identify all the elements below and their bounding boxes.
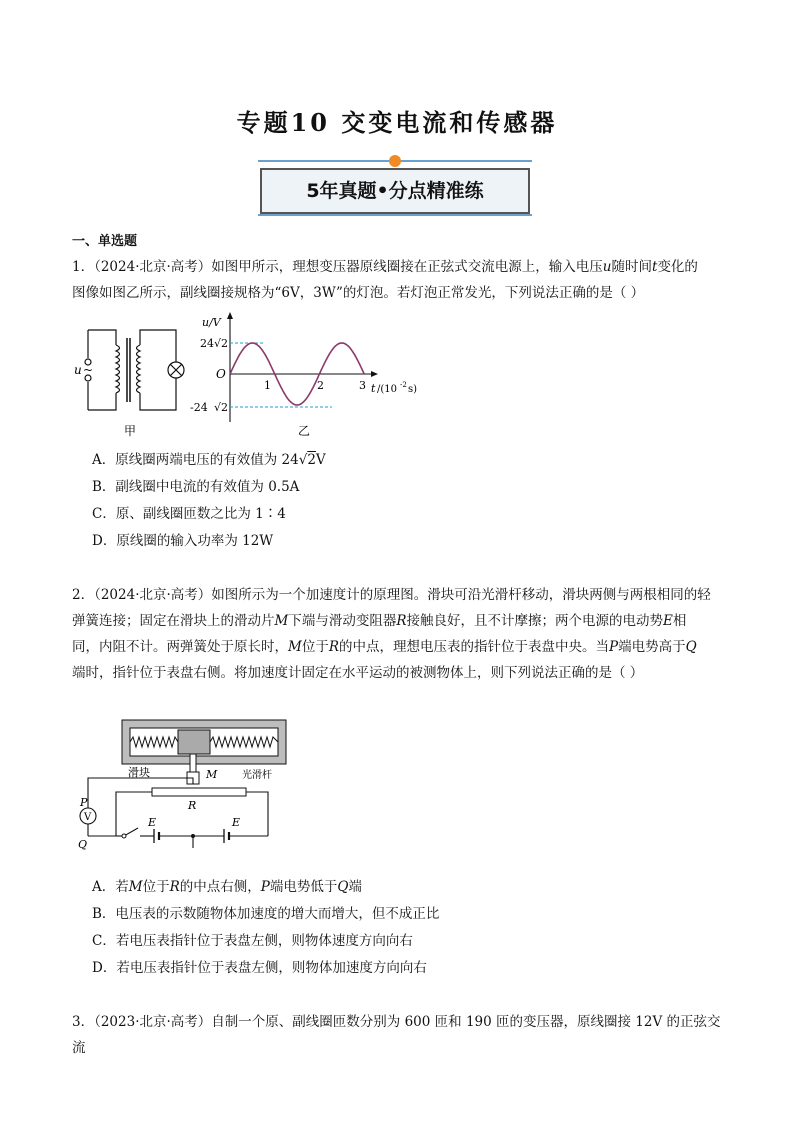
- question-1-figure: [72, 310, 432, 438]
- option-text: A．原线圈两端电压的有效值为 24: [92, 452, 299, 468]
- source-label: u: [74, 363, 82, 377]
- stem-text: 弹簧连接；固定在滑块上的滑动片: [72, 613, 275, 629]
- emf-1-label: E: [148, 816, 157, 829]
- sqrt-sign: √: [298, 452, 308, 468]
- y-max-root-value: 2: [221, 337, 228, 350]
- y-min-root: √: [214, 401, 222, 414]
- figure-label-yi: 乙: [298, 424, 311, 438]
- q1-option-b[interactable]: B．副线圈中电流的有效值为 0.5A: [92, 479, 300, 495]
- y-min-label: -24: [190, 401, 208, 414]
- question-2-figure: [72, 712, 312, 862]
- page-title: 专题10 交变电流和传感器: [236, 108, 558, 137]
- question-3-stem: [72, 1009, 724, 1061]
- var-q: Q: [685, 639, 697, 655]
- stem-text: 的中点，理想电压表的指针位于表盘中央。当: [339, 639, 609, 655]
- var-m: M: [288, 639, 302, 655]
- x-axis-unit-end: s): [408, 384, 418, 395]
- banner: [258, 160, 532, 216]
- q1-option-d[interactable]: D．原线圈的输入功率为 12W: [92, 533, 274, 549]
- terminal-q-label: Q: [78, 838, 88, 851]
- question-source: （2024·北京·高考）: [94, 587, 212, 603]
- section-heading: 一、单选题: [72, 234, 138, 249]
- var-m: M: [274, 613, 289, 629]
- stem-text: 位于: [301, 639, 329, 655]
- option-text: 位于: [142, 879, 170, 895]
- slider-block: [178, 730, 210, 754]
- transformer-circuit: [85, 330, 184, 410]
- x-axis-exponent: -2: [400, 381, 407, 389]
- var-m: M: [128, 879, 143, 895]
- stem-text: 同，内阻不计。两弹簧处于原长时，: [72, 639, 288, 655]
- var-p: P: [260, 879, 270, 895]
- x-axis-unit: /(10: [377, 384, 397, 395]
- y-max-root: √: [214, 337, 222, 350]
- stem-text: 自制一个原、副线圈匝数分别为 600 匝和 190 匝的变压器，原线圈接 12V 的正弦交流: [72, 1014, 721, 1056]
- stem-text: 变化的: [657, 259, 698, 275]
- stem-text: 如图甲所示，理想变压器原线圈接在正弦式交流电源上，输入电压: [211, 259, 603, 275]
- stem-text: 如图所示为一个加速度计的原理图。滑块可沿光滑杆移动，滑块两侧与两根相同的轻: [211, 587, 711, 603]
- stem-text: 端电势高于: [618, 639, 686, 655]
- terminal-p-label: P: [80, 796, 88, 809]
- slider-label: 滑块: [128, 766, 150, 779]
- switch-contact: [122, 834, 126, 838]
- q2-option-d[interactable]: D．若电压表指针位于表盘左侧，则物体加速度方向向右: [92, 960, 427, 976]
- q2-option-c[interactable]: C．若电压表指针位于表盘左侧，则物体速度方向向右: [92, 933, 413, 949]
- var-t: t: [652, 259, 658, 275]
- x-tick-2: 2: [317, 379, 324, 392]
- x-tick-1: 1: [264, 379, 271, 392]
- source-tilde: ~: [83, 363, 94, 377]
- option-text: A．若: [92, 879, 129, 895]
- banner-label: 5年真题•分点精准练: [260, 168, 530, 214]
- y-min-root-value: 2: [221, 401, 228, 414]
- var-r: R: [328, 639, 339, 655]
- y-max-label: 24: [200, 337, 214, 350]
- option-text: 的中点右侧，: [179, 879, 261, 895]
- var-q: Q: [337, 879, 349, 895]
- y-axis-label: u/V: [202, 316, 221, 329]
- junction: [191, 834, 195, 838]
- sqrt-value: 2: [307, 452, 316, 468]
- emf-2-label: E: [232, 816, 241, 829]
- var-e: E: [663, 613, 673, 629]
- slide-contact-label: M: [206, 768, 218, 781]
- stem-text: 下端与滑动变阻器: [288, 613, 397, 629]
- figure-label-jia: 甲: [124, 424, 137, 438]
- question-source: （2023·北京·高考）: [94, 1014, 212, 1030]
- rod-label: 光滑杆: [242, 770, 272, 781]
- var-r: R: [169, 879, 180, 895]
- var-p: P: [609, 639, 619, 655]
- option-text: 端: [348, 879, 362, 895]
- banner-dot: [389, 155, 401, 167]
- question-number: 2．: [72, 587, 95, 603]
- stem-text: 接触良好，且不计摩擦；两个电源的电动势: [406, 613, 663, 629]
- q1-option-a[interactable]: [92, 449, 326, 471]
- stem-line: 图像如图乙所示，副线圈接规格为“6V，3W”的灯泡。若灯泡正常发光，下列说法正确的是（ ）: [72, 285, 645, 301]
- stem-text: 相: [672, 613, 687, 629]
- voltmeter-label: V: [84, 812, 92, 823]
- stem-line: 端时，指针位于表盘右侧。将加速度计固定在水平运动的被测物体上，则下列说法正确的是（ ）: [72, 665, 644, 681]
- var-u: u: [602, 259, 612, 275]
- option-text: 端电势低于: [269, 879, 338, 895]
- q2-option-a[interactable]: [92, 876, 362, 898]
- q2-option-b[interactable]: B．电压表的示数随物体加速度的增大而增大，但不成正比: [92, 906, 440, 922]
- voltage-graph: [190, 312, 417, 422]
- q1-option-c[interactable]: C．原、副线圈匝数之比为 1∶4: [92, 506, 286, 522]
- banner-bottom-line: [258, 214, 532, 216]
- origin-label: O: [216, 367, 226, 381]
- question-number: 1．: [72, 259, 95, 275]
- question-2-stem: [72, 582, 724, 686]
- resistor: [152, 788, 246, 796]
- stem-text: 随时间: [611, 259, 652, 275]
- question-1-stem: [72, 254, 724, 306]
- x-axis-label: t: [371, 382, 376, 395]
- resistor-label: R: [188, 799, 197, 812]
- question-number: 3．: [72, 1014, 95, 1030]
- question-source: （2024·北京·高考）: [94, 259, 212, 275]
- var-r: R: [396, 613, 407, 629]
- x-tick-3: 3: [359, 379, 366, 392]
- option-unit: V: [315, 452, 326, 468]
